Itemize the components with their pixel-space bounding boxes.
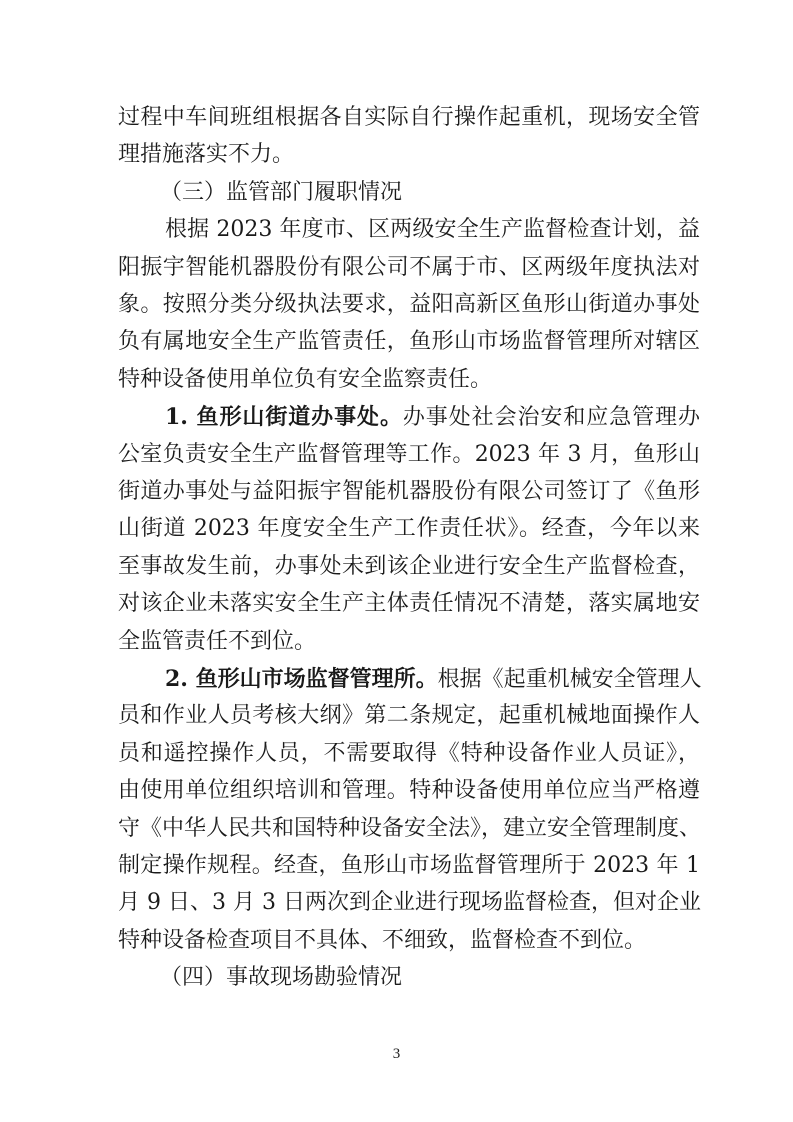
text-line xyxy=(118,477,700,507)
line-text: 根据 2023 年度市、区两级安全生产监督检查计划，益 xyxy=(165,217,700,243)
line-text: 特种设备使用单位负有安全监察责任。 xyxy=(118,366,493,392)
line-text: （四）事故现场勘验情况 xyxy=(160,965,403,991)
text-line xyxy=(118,440,700,470)
line-text: 月 9 日、3 月 3 日两次到企业进行现场监督检查，但对企业 xyxy=(118,890,701,916)
line-text: 街道办事处与益阳振宇智能机器股份有限公司签订了《鱼形 xyxy=(118,479,700,504)
line-text: 根据《起重机械安全管理人 xyxy=(437,667,702,692)
line-text: 特种设备检查项目不具体、不细致，监督检查不到位。 xyxy=(118,927,647,953)
line-text: 守《中华人民共和国特种设备安全法》，建立安全管理制度、 xyxy=(118,815,702,841)
line-text: 员和遥控操作人员，不需要取得《特种设备作业人员证》， xyxy=(118,740,700,766)
text-line xyxy=(118,926,700,956)
text-line xyxy=(118,589,700,619)
line-text: 理措施落实不力。 xyxy=(118,142,295,168)
text-line xyxy=(118,739,700,769)
text-line xyxy=(118,253,700,283)
line-text: 员和作业人员考核大纲》第二条规定，起重机械地面操作人 xyxy=(118,703,700,729)
bold-subheading: 2. 鱼形山市场监督管理所。 xyxy=(165,666,438,692)
line-text: 由使用单位组织培训和管理。特种设备使用单位应当严格遵 xyxy=(118,778,700,804)
text-line xyxy=(118,514,700,544)
section-heading xyxy=(160,963,742,993)
text-line xyxy=(118,290,700,320)
text-line xyxy=(118,103,700,133)
text-line xyxy=(118,776,700,806)
text-line xyxy=(118,552,700,582)
line-text: 办事处社会治安和应急管理办 xyxy=(402,405,700,431)
line-text: 象。按照分类分级执法要求，益阳高新区鱼形山街道办事处 xyxy=(118,292,700,317)
bold-subheading: 1. 鱼形山街道办事处。 xyxy=(165,404,403,431)
text-line xyxy=(165,402,700,432)
text-line xyxy=(118,140,700,170)
line-text: 制定操作规程。经查，鱼形山市场监督管理所于 2023 年 1 xyxy=(118,853,700,878)
text-line xyxy=(165,664,700,694)
line-text: 公室负责安全生产监督管理等工作。2023 年 3 月，鱼形山 xyxy=(118,441,700,467)
text-line xyxy=(118,627,700,657)
line-text: 对该企业未落实安全生产主体责任情况不清楚，落实属地安 xyxy=(118,591,700,617)
text-line xyxy=(118,888,700,918)
line-text: 过程中车间班组根据各自实际自行操作起重机，现场安全管 xyxy=(118,105,700,130)
line-text: 负有属地安全生产监管责任，鱼形山市场监督管理所对辖区 xyxy=(118,329,700,355)
line-text: 阳振宇智能机器股份有限公司不属于市、区两级年度执法对 xyxy=(118,254,700,280)
text-line xyxy=(118,851,700,881)
text-line xyxy=(165,215,700,245)
text-line xyxy=(118,814,700,844)
text-line xyxy=(118,327,700,357)
text-line xyxy=(118,365,700,395)
line-text: 山街道 2023 年度安全生产工作责任状》。经查，今年以来 xyxy=(118,516,700,542)
text-line xyxy=(118,701,700,731)
line-text: 全监管责任不到位。 xyxy=(118,628,317,654)
section-heading xyxy=(160,178,742,208)
line-text: 至事故发生前，办事处未到该企业进行安全生产监督检查， xyxy=(118,553,700,579)
line-text: （三）监管部门履职情况 xyxy=(160,179,403,205)
page-number: 3 xyxy=(392,1046,401,1062)
